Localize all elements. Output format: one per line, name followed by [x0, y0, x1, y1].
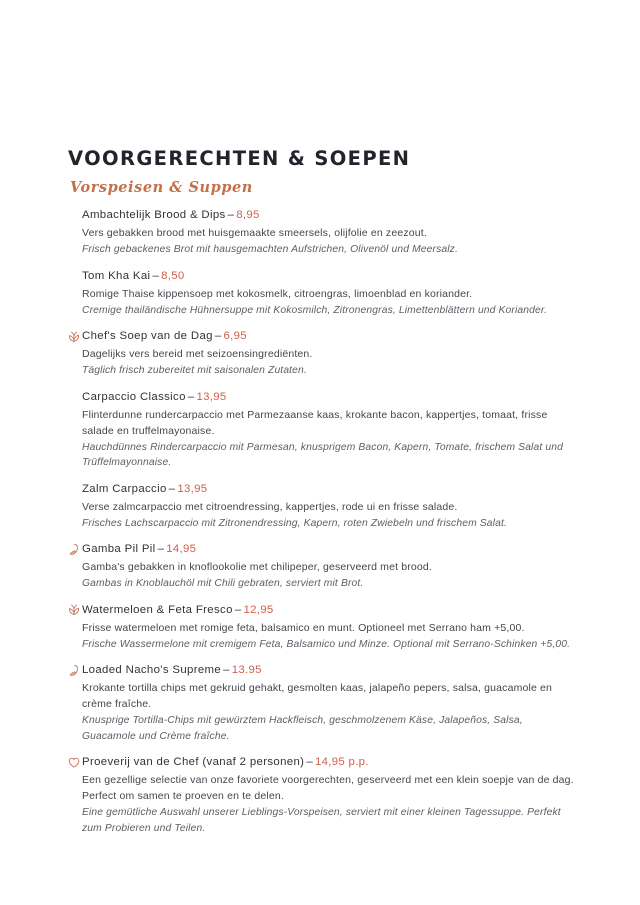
- menu-item-header: [82, 603, 578, 618]
- menu-item-description-german: Täglich frisch zubereitet mit saisonalen Zutaten.: [82, 365, 307, 377]
- menu-item-dash: –: [187, 390, 195, 403]
- menu-item-description-german: Cremige thailändische Hühnersuppe mit Kokosmilch, Zitronengras, Limettenblättern und Koriander.: [82, 304, 548, 316]
- menu-item-description-german: Knusprige Tortilla-Chips mit gewürztem Hackfleisch, geschmolzenem Käse, Jalapeños, Salsa, Guacamole und Crème fraîche.: [82, 715, 523, 742]
- menu-item-header: [82, 542, 578, 557]
- menu-item-dash: –: [214, 330, 222, 343]
- vegetarian-icon: [68, 603, 80, 616]
- menu-item[interactable]: [68, 755, 578, 836]
- menu-item-dash: –: [157, 543, 165, 556]
- menu-item-list: [68, 208, 578, 836]
- menu-item-description-dutch: Frisse watermeloen met romige feta, balsamico en munt. Optioneel met Serrano ham +5,00.: [82, 621, 525, 634]
- menu-item[interactable]: [68, 603, 578, 652]
- menu-item-description-german: Gambas in Knoblauchöl mit Chili gebraten, serviert mit Brot.: [82, 578, 364, 590]
- menu-item-dash: –: [223, 664, 230, 677]
- menu-item-name: Proeverij van de Chef (vanaf 2 personen): [82, 756, 305, 769]
- menu-item-dash: –: [152, 269, 160, 282]
- menu-item-description-dutch: Gamba's gebakken in knoflookolie met chilipeper, geserveerd met brood.: [82, 561, 432, 574]
- menu-item[interactable]: [68, 329, 578, 378]
- favorite-heart-icon: [68, 756, 80, 769]
- menu-item-header: [82, 269, 578, 284]
- menu-item-price: 13.95: [231, 664, 262, 677]
- menu-item-price: 13,95: [177, 482, 208, 495]
- menu-item-name: Gamba Pil Pil: [82, 543, 156, 556]
- menu-item[interactable]: [68, 663, 578, 744]
- menu-item-name: Ambachtelijk Brood & Dips: [82, 209, 226, 222]
- menu-item-description-german: Eine gemütliche Auswahl unserer Lieblings-Vorspeisen, serviert mit einer kleinen Tagessuppe. Perfekt zum Probieren und Teilen.: [82, 807, 561, 834]
- menu-item[interactable]: [68, 208, 578, 257]
- menu-item-description-dutch: Verse zalmcarpaccio met citroendressing, kappertjes, rode ui en frisse salade.: [82, 500, 458, 513]
- menu-item-header: [82, 663, 578, 678]
- spicy-chili-icon: [68, 664, 80, 677]
- menu-item-header: [82, 755, 578, 770]
- menu-item-dash: –: [168, 482, 176, 495]
- menu-item[interactable]: [68, 390, 578, 471]
- section-subtitle-german: Vorspeisen & Suppen: [70, 179, 253, 197]
- menu-item-description-dutch: Dagelijks vers bereid met seizoensingrediënten.: [82, 348, 313, 361]
- menu-item[interactable]: [68, 482, 578, 531]
- menu-item-header: [82, 329, 578, 344]
- menu-item-description-german: Frisches Lachscarpaccio mit Zitronendressing, Kapern, roten Zwiebeln und frischem Salat.: [82, 517, 507, 529]
- menu-item-price: 12,95: [243, 603, 274, 616]
- menu-item[interactable]: [68, 269, 578, 318]
- vegetarian-icon: [68, 330, 80, 343]
- menu-item-description-dutch: Flinterdunne rundercarpaccio met Parmezaanse kaas, krokante bacon, kappertjes, tomaat, frisse salade en truffelmayonaise.: [82, 408, 548, 437]
- menu-item[interactable]: [68, 542, 578, 591]
- menu-item-name: Tom Kha Kai: [82, 269, 151, 282]
- menu-item-description-dutch: Krokante tortilla chips met gekruid gehakt, gesmolten kaas, jalapeño pepers, salsa, guacamole en crème fraîche.: [82, 682, 553, 711]
- menu-item-price: 6,95: [223, 330, 247, 343]
- menu-item-description-german: Frische Wassermelone mit cremigem Feta, Balsamico und Minze. Optional mit Serrano-Schinken +5,00.: [82, 638, 571, 650]
- page-title: VOORGERECHTEN & SOEPEN: [68, 147, 411, 170]
- menu-item-price: 14,95: [166, 543, 197, 556]
- menu-item-name: Watermeloen & Feta Fresco: [82, 603, 233, 616]
- menu-item-description-dutch: Vers gebakken brood met huisgemaakte smeersels, olijfolie en zeezout.: [82, 227, 427, 240]
- menu-item-price: 14,95 p.p.: [315, 756, 369, 769]
- menu-item-dash: –: [234, 603, 242, 616]
- spicy-chili-icon: [68, 543, 80, 556]
- menu-item-name: Chef's Soep van de Dag: [82, 330, 213, 343]
- menu-item-description-dutch: Romige Thaise kippensoep met kokosmelk, citroengras, limoenblad en koriander.: [82, 287, 473, 300]
- menu-item-price: 13,95: [196, 390, 227, 403]
- menu-item-name: Carpaccio Classico: [82, 390, 186, 403]
- menu-item-header: [82, 208, 578, 223]
- menu-item-header: [82, 390, 578, 405]
- menu-item-description-german: Hauchdünnes Rindercarpaccio mit Parmesan, knusprigem Bacon, Kapern, Tomate, frischem Salat und Trüffelmayonnaise.: [82, 441, 563, 469]
- menu-item-description-dutch: Een gezellige selectie van onze favoriete voorgerechten, geserveerd met een klein soepje van de dag. Perfect om samen te proeven en te delen.: [82, 774, 574, 803]
- menu-item-description-german: Frisch gebackenes Brot mit hausgemachten Aufstrichen, Olivenöl und Meersalz.: [82, 244, 458, 256]
- menu-item-price: 8,95: [236, 209, 260, 222]
- menu-item-header: [82, 482, 578, 497]
- menu-item-name: Loaded Nacho's Supreme: [82, 664, 222, 677]
- menu-item-dash: –: [227, 209, 235, 222]
- menu-item-name: Zalm Carpaccio: [82, 482, 167, 495]
- menu-item-price: 8,50: [161, 269, 185, 282]
- menu-item-dash: –: [306, 756, 314, 769]
